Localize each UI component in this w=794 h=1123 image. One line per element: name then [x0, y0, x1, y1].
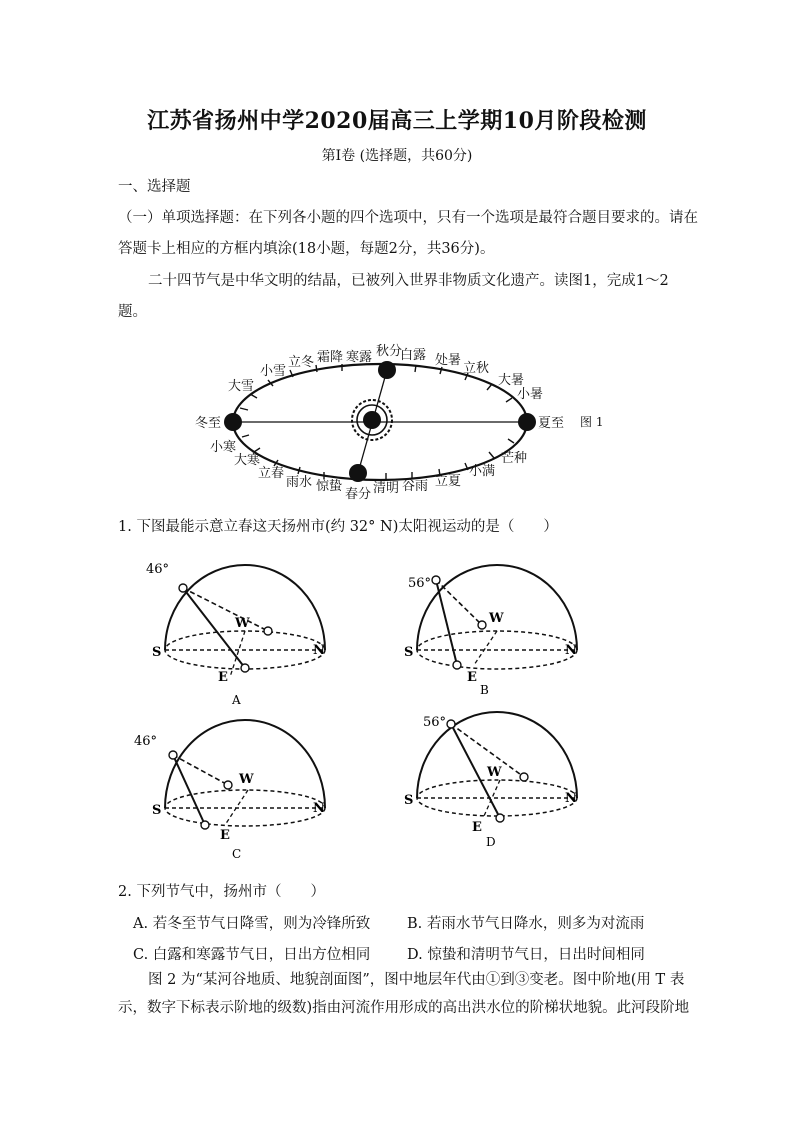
- option-d-diagram: [392, 710, 592, 865]
- instruction-line-1: （一）单项选择题：在下列各小题的四个选项中，只有一个选项是最符合题目要求的。请在: [118, 210, 698, 226]
- term-mangzhong: 芒种: [501, 451, 528, 466]
- term-xiaoshu: 小暑: [517, 387, 544, 402]
- term-lidong: 立冬: [288, 355, 315, 370]
- term-chushu: 处暑: [435, 353, 462, 368]
- passage-line-1: 图 2 为“某河谷地质、地貌剖面图”，图中地层年代由①到③变老。图中阶地(用 T 表: [148, 972, 685, 988]
- option-a-diagram: [140, 555, 340, 710]
- dir-n: N: [313, 643, 325, 658]
- question-2-stem: 2. 下列节气中，扬州市（ ）: [118, 884, 325, 900]
- dir-w: W: [235, 616, 250, 631]
- question-1-stem: 1. 下图最能示意立春这天扬州市(约 32° N)太阳视运动的是（ ）: [118, 519, 558, 535]
- term-qingming: 清明: [373, 481, 400, 496]
- passage-line-2: 示，数字下标表示阶地的级数)指由河流作用形成的高出洪水位的阶梯状地貌。此河段阶地: [118, 1000, 690, 1016]
- term-dahan: 大寒: [234, 453, 261, 468]
- term-lichun: 立春: [258, 466, 285, 481]
- page-title: 江苏省扬州中学2020届高三上学期10月阶段检测: [147, 108, 647, 134]
- option-d-letter: D: [486, 835, 496, 849]
- earth-xiazhi: [518, 413, 536, 431]
- dir-e: E: [220, 828, 230, 843]
- term-xiaohan: 小寒: [210, 440, 237, 455]
- dir-e: E: [467, 670, 477, 685]
- question-2-option-a: A. 若冬至节气日降雪，则为冷锋所致: [133, 916, 371, 932]
- term-chunfen: 春分: [345, 487, 372, 502]
- term-yushui: 雨水: [286, 475, 313, 490]
- term-guyu: 谷雨: [402, 479, 429, 494]
- term-xiaoxue: 小雪: [260, 364, 287, 379]
- dir-w: W: [487, 765, 502, 780]
- solar-terms-figure: [190, 340, 610, 505]
- term-xiaoman: 小满: [469, 464, 496, 479]
- dir-n: N: [313, 801, 325, 816]
- earth-qiufen: [378, 361, 396, 379]
- earth-chunfen: [349, 464, 367, 482]
- figure-1-caption: 图 1: [580, 415, 604, 429]
- term-hanlu: 寒露: [346, 350, 373, 365]
- option-a-angle: 46°: [146, 562, 170, 577]
- question-2-option-d: D. 惊蛰和清明节气日，日出时间相同: [407, 947, 645, 963]
- dir-s: S: [152, 803, 162, 818]
- term-liqiu: 立秋: [463, 361, 490, 376]
- term-dongzhi: 冬至: [195, 416, 222, 431]
- option-b-diagram: [392, 555, 592, 710]
- term-qiufen: 秋分: [376, 344, 403, 359]
- dir-w: W: [239, 772, 254, 787]
- term-jingzhe: 惊蛰: [316, 479, 343, 494]
- dir-n: N: [565, 643, 577, 658]
- dir-s: S: [404, 793, 414, 808]
- option-b-letter: B: [480, 683, 489, 697]
- dir-s: S: [152, 645, 162, 660]
- option-c-angle: 46°: [134, 734, 158, 749]
- intro-line-1: 二十四节气是中华文明的结晶，已被列入世界非物质文化遗产。读图1，完成1～2: [148, 273, 669, 289]
- intro-line-2: 题。: [118, 304, 147, 320]
- option-c-letter: C: [232, 847, 242, 861]
- option-c-diagram: [134, 715, 340, 865]
- question-2-option-c: C. 白露和寒露节气日，日出方位相同: [133, 947, 371, 963]
- term-lixia: 立夏: [435, 474, 462, 489]
- term-daxue: 大雪: [228, 379, 255, 394]
- term-dashu: 大暑: [498, 373, 525, 388]
- dir-e: E: [472, 820, 482, 835]
- instruction-line-2: 答题卡上相应的方框内填涂(18小题，每题2分，共36分)。: [118, 241, 495, 257]
- option-d-angle: 56°: [423, 715, 447, 730]
- sun-icon: [352, 400, 392, 440]
- option-a-letter: A: [232, 693, 241, 707]
- option-b-angle: 56°: [408, 576, 432, 591]
- section-subtitle: 第Ⅰ卷 (选择题，共60分): [321, 148, 473, 164]
- dir-s: S: [404, 645, 414, 660]
- section-heading: 一、选择题: [118, 179, 191, 195]
- term-bailu: 白露: [400, 348, 427, 363]
- earth-dongzhi: [224, 413, 242, 431]
- dir-w: W: [489, 611, 504, 626]
- term-xiazhi: 夏至: [538, 416, 565, 431]
- dir-n: N: [565, 791, 577, 806]
- term-shuangjiang: 霜降: [317, 350, 344, 365]
- dir-e: E: [218, 670, 228, 685]
- question-2-option-b: B. 若雨水节气日降水，则多为对流雨: [407, 916, 645, 932]
